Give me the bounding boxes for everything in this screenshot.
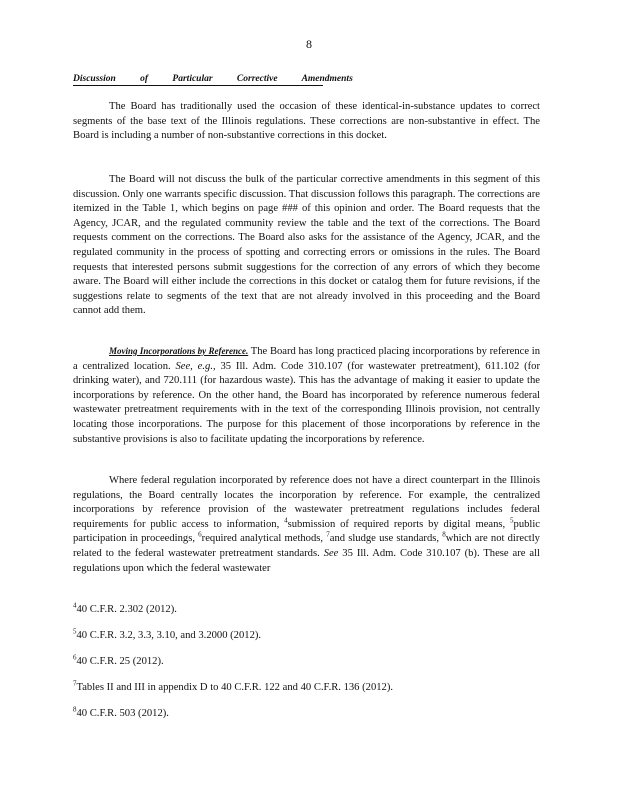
paragraph-text: which are not directly related to the federal wastewater pretreatment standards. [73, 533, 540, 559]
footnote-text: 40 C.F.R. 25 (2012). [76, 656, 164, 667]
footnote-text: 40 C.F.R. 3.2, 3.3, 3.10, and 3.2000 (2012). [76, 630, 262, 641]
paragraph-text: The Board has traditionally used the occasion of these identical-in-substance updates to correct segments of the base text of the Illinois regulations. These corrections are non-substantive in effect. The Board is including a number of non-substantive corrections in this docket. [73, 101, 540, 142]
footnote-ref[interactable]: 6 [198, 530, 202, 539]
footnote [73, 603, 540, 629]
paragraph-federal-regulation [73, 474, 540, 576]
footnote-text: Tables II and III in appendix D to 40 C.F.R. 122 and 40 C.F.R. 136 (2012). [76, 682, 394, 693]
footnote-ref[interactable]: 5 [510, 516, 514, 525]
paragraph-text: Where federal regulation incorporated by reference does not have a direct counterpart in the Illinois regulations, the Board centrally locates the incorporation by reference. For example, the centralized incorporations by reference provision of the wastewater pretreatment regulations includes federal requirements for public access to information, [73, 475, 540, 530]
paragraph-corrective-amendments [73, 173, 540, 319]
paragraph-text: The Board will not discuss the bulk of the particular corrective amendments in this segment of this discussion. Only one warrants specific discussion. That discussion follows this paragraph. The corrections are itemized in the Table 1, which begins on page ### of this opinion and order. The Board requests that the Agency, JCAR, and the regulated community review the table and the text of the corrections. The Board requests comment on the corrections. The Board also asks for the assistance of the Agency, JCAR, and the regulated community in the process of spotting and correcting errors or omissions in the rules. The Board requests that interested persons submit suggestions for the correction of any errors of which they become aware. The Board will either include the corrections in this docket or catalog them for future revisions, if the suggestions relate to segments of the text that are not already involved in this proceeding and the Board cannot add them. [73, 174, 540, 317]
paragraph-text: required analytical methods, [201, 533, 324, 545]
footnote-text: 40 C.F.R. 2.302 (2012). [76, 604, 177, 615]
paragraph-text: 35 Ill. Adm. Code 310.107 (for wastewater pretreatment), 611.102 (for drinking water), and 720.111 (for hazardous waste). This has the advantage of making it easier to update the incorporations by reference. On the other hand, the Board has incorporated by reference numerous federal wastewater pretreatment requirements with in the text of the corresponding Illinois provision, not centrally locating those incorporations. The purpose for this placement of those incorporations by reference in the substantive provisions is also to facilitate updating the incorporations by reference. [73, 360, 540, 445]
footnote-ref[interactable]: 4 [284, 516, 288, 525]
footnote-mark: 5 [73, 627, 77, 636]
run-in-heading: Moving Incorporations by Reference. [109, 346, 249, 356]
paragraph-traditional-corrections [73, 100, 540, 144]
footnote-ref[interactable]: 8 [442, 530, 446, 539]
page-number: 8 [306, 37, 312, 51]
footnote-mark: 4 [73, 601, 77, 610]
paragraph-text: 35 Ill. Adm. Code 310.107 (b). These are all regulations upon which the federal wastewater [73, 547, 540, 574]
paragraph-moving-incorporations [73, 344, 540, 447]
paragraph-text: public participation in proceedings, [73, 518, 541, 545]
footnote-ref[interactable]: 7 [326, 530, 330, 539]
section-heading: Discussion of Particular Corrective Amendments [73, 74, 353, 84]
footnote [73, 707, 540, 733]
footnote-mark: 8 [73, 705, 77, 714]
paragraph-text: and sludge use standards, [329, 533, 440, 545]
footnote-mark: 7 [73, 679, 77, 688]
footnote [73, 681, 540, 707]
footnote-text: 40 C.F.R. 503 (2012). [76, 708, 169, 719]
paragraph-text: submission of required reports by digital means, [287, 518, 506, 530]
citation-signal: See, e.g., [175, 360, 216, 372]
citation-signal: See [323, 547, 339, 559]
paragraph-text: The Board has long practiced placing incorporations by reference in a centralized location. [73, 346, 540, 372]
footnotes [73, 603, 540, 733]
footnote [73, 629, 540, 655]
footnote-mark: 6 [73, 653, 77, 662]
footnote [73, 655, 540, 681]
